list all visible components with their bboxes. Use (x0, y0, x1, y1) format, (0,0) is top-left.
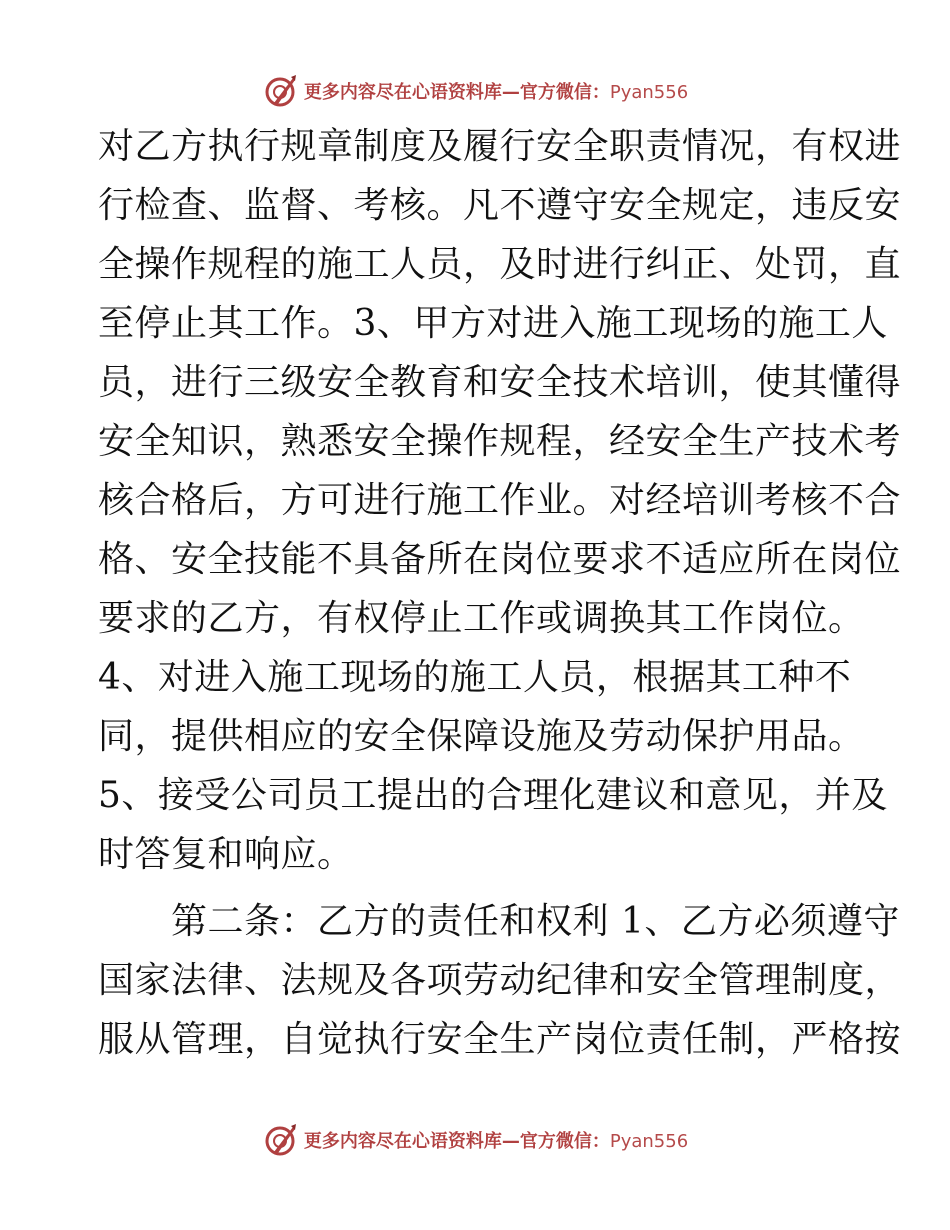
text-line: 格、安全技能不具备所在岗位要求不适应所在岗位 (98, 539, 902, 580)
text-line: 要求的乙方，有权停止工作或调换其工作岗位。 (98, 598, 865, 639)
text-line: 对乙方执行规章制度及履行安全职责情况，有权进 (98, 126, 902, 167)
text-line: 5、接受公司员工提出的合理化建议和意见，并及 (98, 775, 888, 816)
text-line: 同，提供相应的安全保障设施及劳动保护用品。 (98, 716, 865, 757)
text-line: 4、对进入施工现场的施工人员，根据其工种不 (98, 657, 852, 698)
watermark-text: 更多内容尽在心语资料库—官方微信：Pyan556 (303, 82, 689, 103)
text-line: 安全知识，熟悉安全操作规程，经安全生产技术考 (98, 421, 902, 462)
text-line: 至停止其工作。3、甲方对进入施工现场的施工人 (98, 303, 888, 344)
wechat-id: Pyan556 (609, 1131, 689, 1152)
text-line: 核合格后，方可进行施工作业。对经培训考核不合 (98, 480, 902, 521)
text-line: 服从管理，自觉执行安全生产岗位责任制，严格按 (98, 1019, 902, 1060)
wechat-id: Pyan556 (609, 82, 689, 103)
quill-circle-icon (262, 73, 298, 109)
text-line: 时答复和响应。 (98, 834, 354, 875)
text-line: 全操作规程的施工人员，及时进行纠正、处罚，直 (98, 244, 902, 285)
watermark-text: 更多内容尽在心语资料库—官方微信：Pyan556 (303, 1131, 689, 1152)
quill-circle-icon (262, 1122, 298, 1158)
text-line: 行检查、监督、考核。凡不遵守安全规定，违反安 (98, 185, 902, 226)
footer-watermark (0, 1120, 950, 1160)
text-line: 第二条：乙方的责任和权利 1、乙方必须遵守 (98, 901, 900, 942)
header-watermark (0, 71, 950, 111)
text-line: 员，进行三级安全教育和安全技术培训，使其懂得 (98, 362, 902, 403)
text-line: 国家法律、法规及各项劳动纪律和安全管理制度， (98, 960, 902, 1001)
